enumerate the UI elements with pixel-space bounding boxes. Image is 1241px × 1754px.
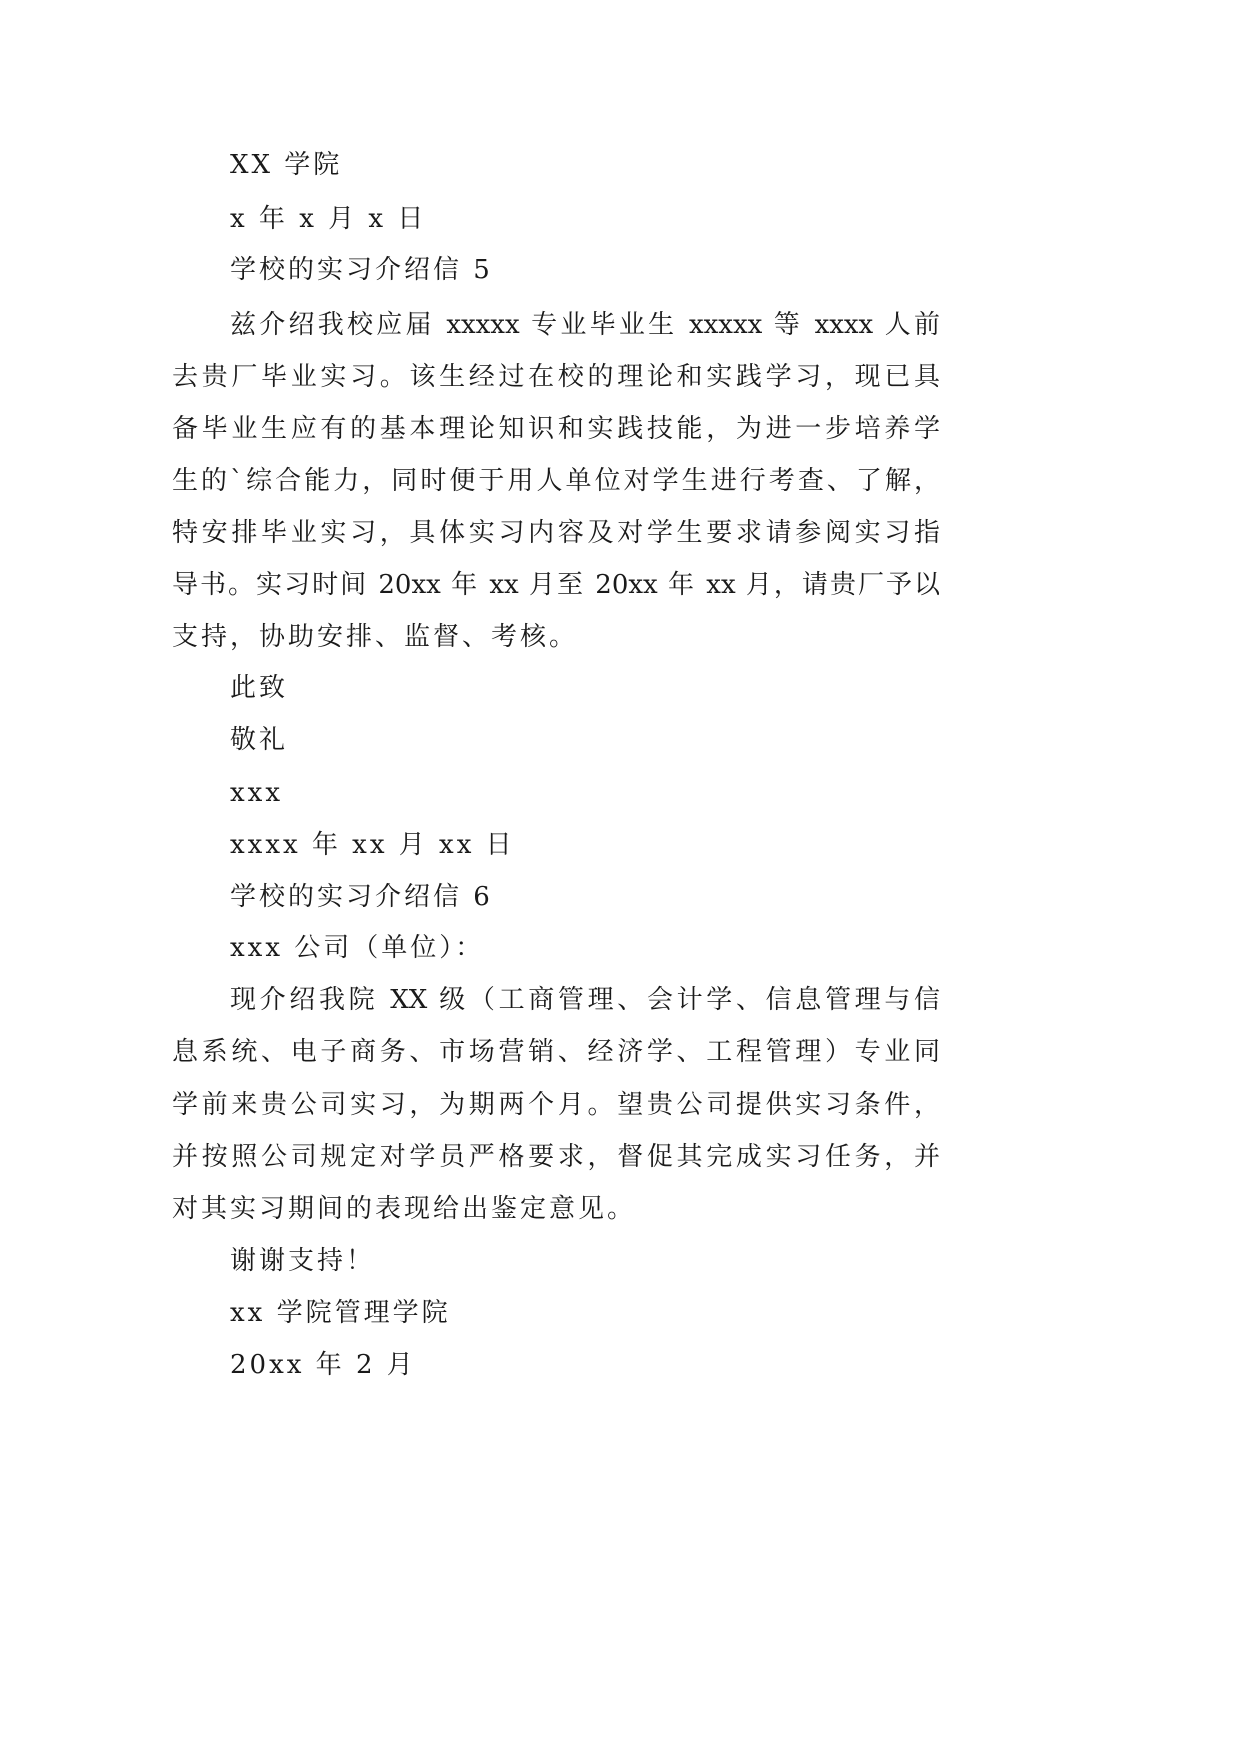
letter-6-signer: xx 学院管理学院 [230, 1298, 451, 1328]
letter-6-body-line: 学前来贵公司实习，为期两个月。望贵公司提供实习条件， [172, 1090, 940, 1120]
letter-5-signer: xxx [230, 778, 283, 808]
letter-6-body-line: 对其实习期间的表现给出鉴定意见。 [172, 1194, 637, 1224]
letter-5-body-line: 支持，协助安排、监督、考核。 [172, 622, 579, 652]
letter-5-closing: 敬礼 [230, 725, 289, 755]
letter-5-closing: 此致 [230, 673, 289, 703]
letter-6-date: 20xx 年 2 月 [230, 1350, 416, 1380]
letter-6-body-line: 息系统、电子商务、市场营销、经济学、工程管理）专业同 [172, 1037, 940, 1067]
letter-5-body-line: 生的`综合能力，同时便于用人单位对学生进行考查、了解， [172, 466, 940, 496]
letter-5-body-line: 导书。实习时间 20xx 年 xx 月至 20xx 年 xx 月，请贵厂予以 [172, 570, 940, 600]
letter-5-date: xxxx 年 xx 月 xx 日 [230, 830, 515, 860]
letter-5-body-line: 兹介绍我校应届 xxxxx 专业毕业生 xxxxx 等 xxxx 人前 [230, 310, 940, 340]
letter-6-body-line: 现介绍我院 XX 级（工商管理、会计学、信息管理与信 [230, 985, 940, 1015]
letter-6-recipient: xxx 公司（单位）： [230, 933, 485, 963]
letter-6-body-line: 并按照公司规定对学员严格要求，督促其完成实习任务，并 [172, 1142, 940, 1172]
letter-5-body-line: 去贵厂毕业实习。该生经过在校的理论和实践学习，现已具 [172, 362, 940, 392]
letter-6-title: 学校的实习介绍信 6 [230, 882, 493, 912]
letter-5-body-line: 特安排毕业实习，具体实习内容及对学生要求请参阅实习指 [172, 518, 940, 548]
previous-letter-date: x 年 x 月 x 日 [230, 204, 427, 234]
previous-letter-signer: XX 学院 [230, 150, 343, 180]
letter-5-body-line: 备毕业生应有的基本理论知识和实践技能，为进一步培养学 [172, 414, 940, 444]
letter-6-thanks: 谢谢支持！ [230, 1246, 376, 1276]
letter-5-title: 学校的实习介绍信 5 [230, 255, 493, 285]
